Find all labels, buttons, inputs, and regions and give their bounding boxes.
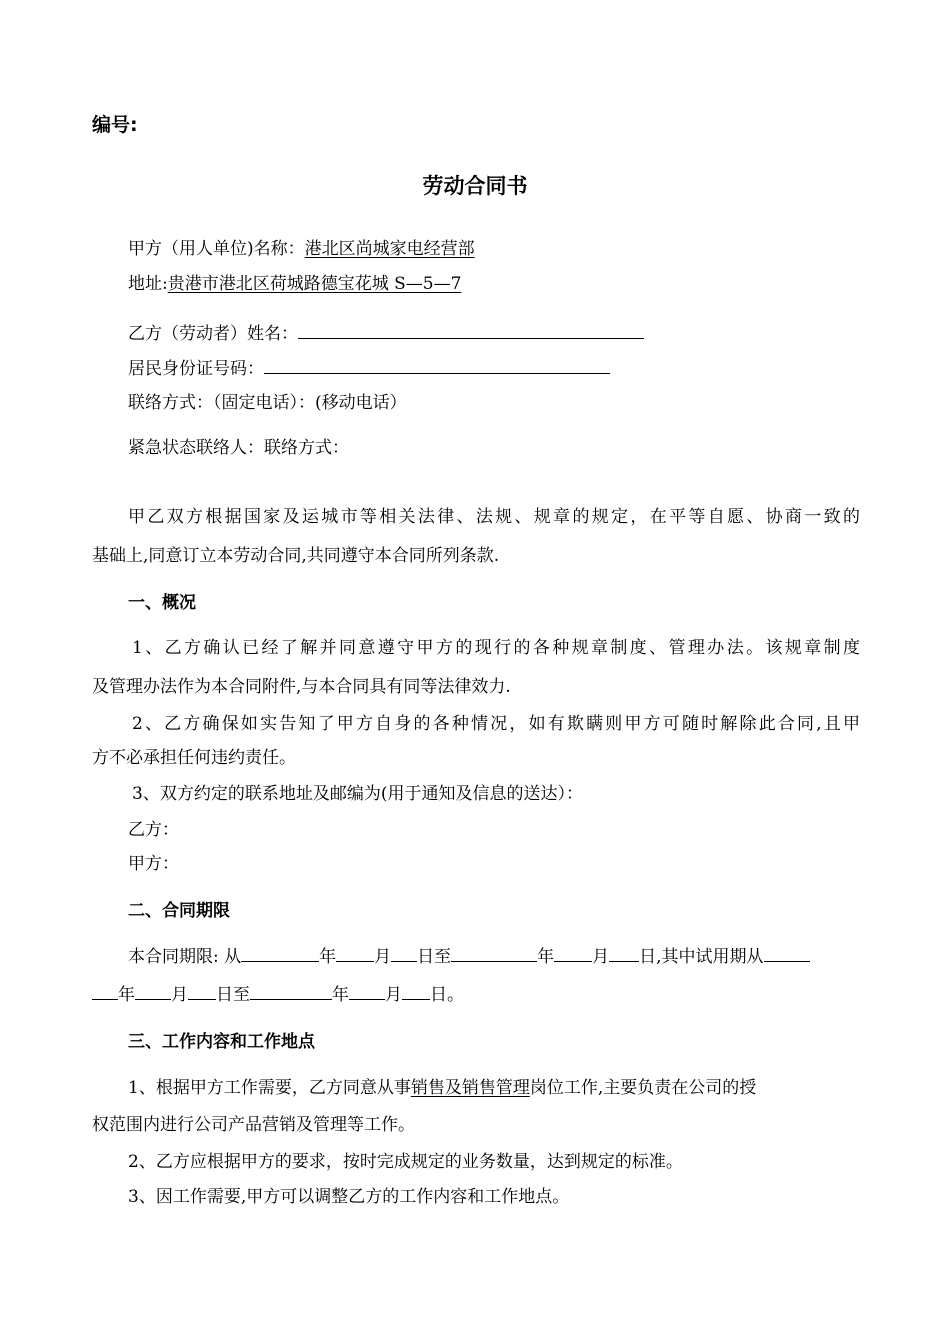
section-1-item-2-line-1: 2、乙方确保如实告知了甲方自身的各种情况，如有欺瞒则甲方可随时解除此合同,且甲 [132,714,860,734]
section-1-item-1-line-1: 1、乙方确认已经了解并同意遵守甲方的现行的各种规章制度、管理办法。该规章制度 [132,638,860,658]
party-a-address-row [128,273,461,295]
section-3-item-1-prefix: 1、根据甲方工作需要，乙方同意从事 [128,1078,411,1098]
party-a-address-label: 地址: [128,274,168,294]
start-month-blank [336,945,374,962]
preamble-line-1: 甲乙双方根据国家及运城市等相关法律、法规、规章的规定，在平等自愿、协商一致的 [128,507,860,527]
end-month-blank [554,945,592,962]
probation-end-month-blank [349,983,385,1000]
emergency-contact: 紧急状态联络人：联络方式： [128,438,349,458]
serial-number-label: 编号: [92,114,138,136]
party-b-id-row [128,357,610,380]
party-a-address-value: 贵港市港北区荷城路德宝花城 S—5—7 [167,274,462,294]
probation-end-day-unit: 日。 [430,985,464,1005]
party-b-id-label: 居民身份证号码： [128,359,264,379]
party-a-name-row [128,238,475,260]
section-3-heading: 三、工作内容和工作地点 [128,1032,315,1052]
section-3-item-1-line-2: 权范围内进行公司产品营销及管理等工作。 [92,1115,415,1135]
section-1-party-b: 乙方： [128,820,179,840]
section-1-item-2-line-2: 方不必承担任何违约责任。 [92,748,296,768]
section-1-item-1-line-2: 及管理办法作为本合同附件,与本合同具有同等法律效力. [92,677,511,697]
probation-end-month-unit: 月 [385,985,402,1005]
page-title: 劳动合同书 [422,174,528,198]
party-b-name-blank [298,322,644,339]
end-year-blank [451,945,537,962]
probation-start-year-blank-a [764,945,810,962]
party-a-name-value: 港北区尚城家电经营部 [304,239,475,259]
section-3-item-3: 3、因工作需要,甲方可以调整乙方的工作内容和工作地点。 [128,1187,570,1207]
start-year-blank [241,945,319,962]
party-b-name-row [128,322,644,345]
start-month-unit: 月 [374,947,392,967]
probation-end-day-blank [402,983,430,1000]
section-2-heading: 二、合同期限 [128,901,230,921]
end-month-unit: 月 [592,947,610,967]
section-3-item-1-suffix: 岗位工作,主要负责在公司的授 [529,1078,757,1098]
end-year-unit: 年 [537,947,555,967]
section-3-position: 销售及销售管理 [410,1078,530,1098]
section-3-item-2: 2、乙方应根据甲方的要求，按时完成规定的业务数量，达到规定的标准。 [128,1152,683,1172]
preamble-line-2: 基础上,同意订立本劳动合同,共同遵守本合同所列条款. [92,546,500,566]
probation-end-year-blank [250,983,332,1000]
end-day-blank [609,945,639,962]
party-b-name-label: 乙方（劳动者）姓名： [128,324,298,344]
probation-start-day-blank [188,983,216,1000]
start-year-unit: 年 [319,947,337,967]
probation-end-year-unit: 年 [332,985,349,1005]
probation-start-year-unit: 年 [118,985,135,1005]
contract-term-line-2 [92,983,464,1006]
section-1-party-a: 甲方： [128,854,179,874]
party-a-name-label: 甲方（用人单位)名称： [128,239,305,259]
section-1-item-3: 3、双方约定的联系地址及邮编为(用于通知及信息的送达）： [132,784,583,804]
start-day-unit: 日至 [417,947,452,967]
start-day-blank [391,945,417,962]
probation-start-day-unit: 日至 [216,985,250,1005]
term-prefix: 本合同期限: 从 [128,947,242,967]
probation-start-month-blank [135,983,171,1000]
party-b-contact: 联络方式：（固定电话）：(移动电话） [128,393,407,413]
probation-start-year-blank-b [92,983,118,1000]
section-1-heading: 一、概况 [128,593,196,613]
probation-start-month-unit: 月 [171,985,188,1005]
section-3-item-1-line-1 [128,1077,860,1099]
contract-term-line-1 [128,945,810,968]
probation-prefix: 日,其中试用期从 [639,947,764,967]
party-b-id-blank [264,357,610,374]
